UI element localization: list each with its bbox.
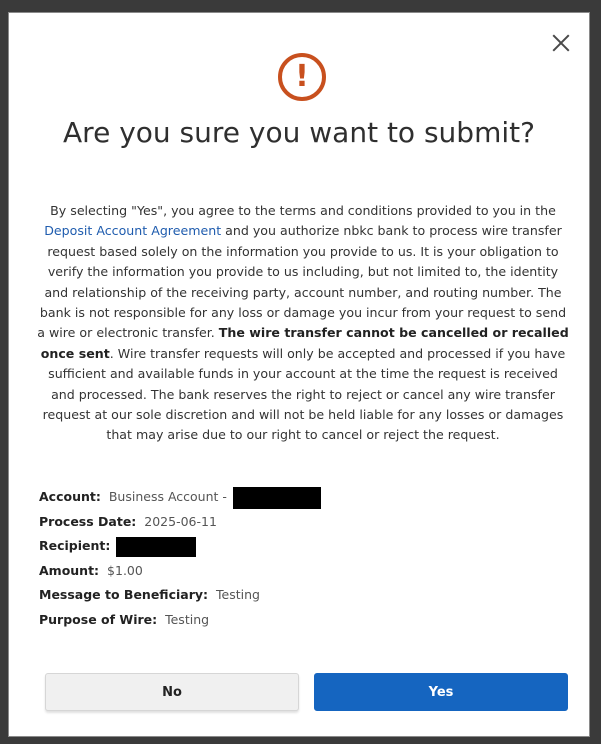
message-row <box>39 583 321 608</box>
amount-value: $1.00 <box>107 562 143 578</box>
wire-details <box>39 485 321 632</box>
process-date-value: 2025-06-11 <box>144 513 217 529</box>
process-date-label: Process Date: <box>39 513 137 529</box>
terms-text-part2: and you authorize nbkc bank to process wire transfer request based solely on the information you provide to us. It is your obligation to verify the information you provide to us including, but not limited to, the identity and relationship of the receiving party, account number, and routing number. The bank is not responsible for any loss or damage you incur from your request to send a wire or electronic transfer. <box>37 223 567 341</box>
purpose-label: Purpose of Wire: <box>39 611 158 627</box>
process-date-row <box>39 510 321 535</box>
purpose-value: Testing <box>165 611 210 627</box>
redacted-recipient <box>116 537 196 557</box>
redacted-account-number <box>233 487 321 509</box>
no-button[interactable]: No <box>45 673 299 711</box>
deposit-account-agreement-link[interactable]: Deposit Account Agreement <box>44 223 222 239</box>
terms-text-bold: The wire transfer cannot be cancelled or recalled once sent <box>40 325 569 361</box>
message-label: Message to Beneficiary: <box>39 587 209 602</box>
close-icon[interactable] <box>551 33 571 53</box>
dialog-title: Are you sure you want to submit? <box>63 116 535 149</box>
terms-text <box>37 201 569 446</box>
recipient-label: Recipient: <box>39 538 111 553</box>
recipient-row <box>39 534 321 559</box>
terms-text-part1: By selecting "Yes", you agree to the terms and conditions provided to you in the <box>50 203 556 218</box>
terms-text-part3: . Wire transfer requests will only be accepted and processed if you have sufficient and available funds in your account at the time the request is received and processed. The bank reserves the right to reject or cancel any wire transfer request at our sole discretion and will not be held liable for any losses or damages that may arise due to our right to cancel or reject the request. <box>42 345 566 443</box>
yes-button[interactable]: Yes <box>314 673 568 711</box>
confirm-dialog <box>8 12 590 737</box>
purpose-row <box>39 608 321 633</box>
message-value: Testing <box>216 587 260 602</box>
account-label: Account: <box>39 489 101 504</box>
amount-label: Amount: <box>39 562 100 578</box>
account-value: Business Account - <box>108 489 227 504</box>
exclamation-circle-icon: ! <box>278 53 326 101</box>
account-row <box>39 485 321 510</box>
amount-row <box>39 559 321 584</box>
